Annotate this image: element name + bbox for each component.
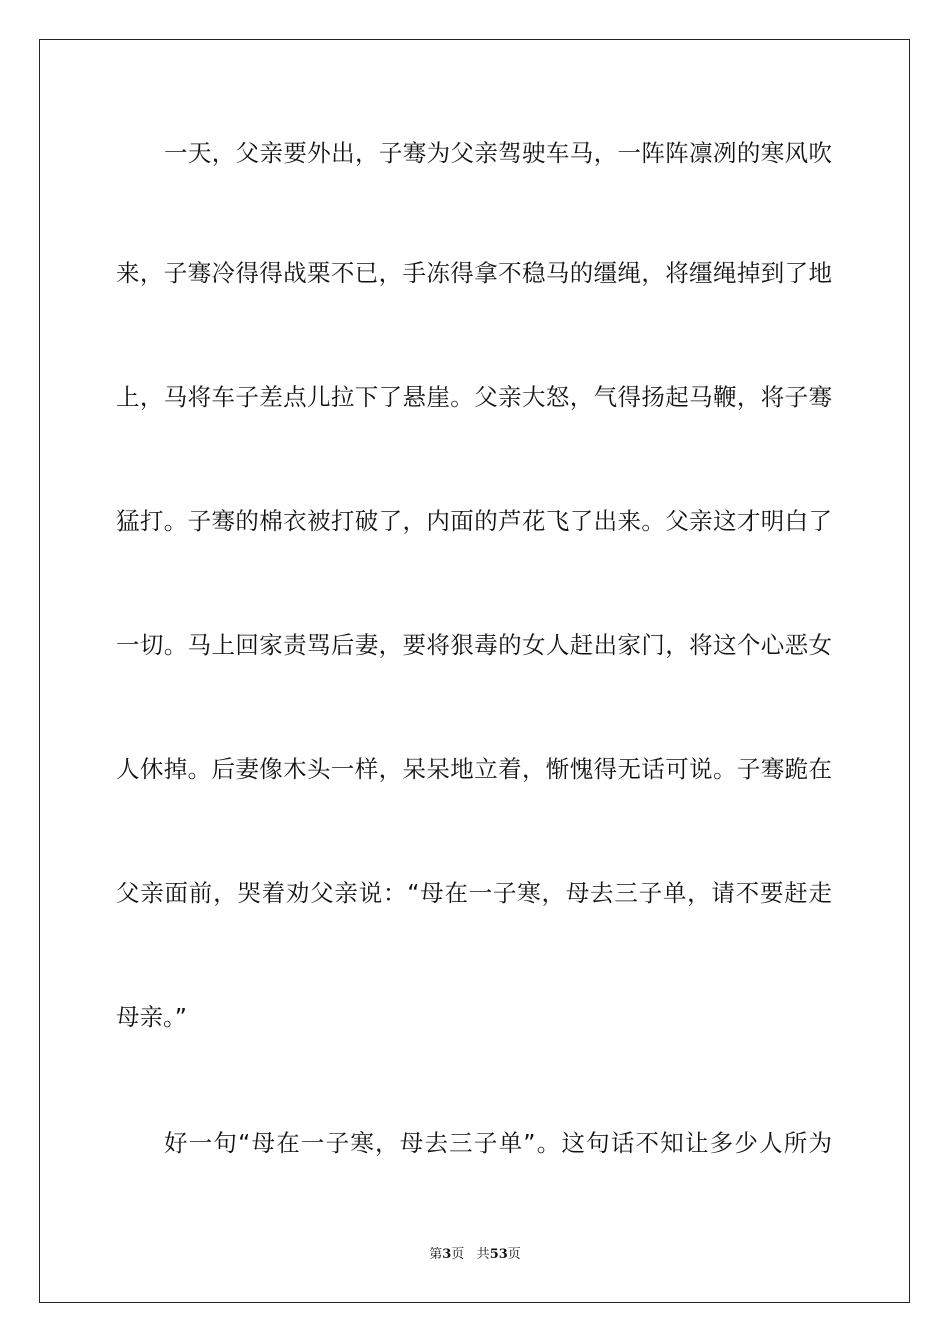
footer-page-prefix: 第 <box>429 1247 443 1262</box>
paragraph-1-line-7: 父亲面前，哭着劝父亲说：“母在一子寒，母去三子单，请不要赶走 <box>116 879 832 907</box>
paragraph-1-line-3: 上，马将车子差点儿拉下了悬崖。父亲大怒，气得扬起马鞭，将子骞 <box>116 383 832 411</box>
page-border <box>39 39 910 1303</box>
paragraph-1-line-8: 母亲。” <box>116 1003 187 1031</box>
paragraph-1-line-1: 一天，父亲要外出，子骞为父亲驾驶车马，一阵阵凛冽的寒风吹 <box>164 139 832 167</box>
paragraph-2-line-1: 好一句“母在一子寒，母去三子单”。这句话不知让多少人所为 <box>164 1129 832 1157</box>
footer-total-prefix: 共 <box>476 1247 490 1262</box>
page-footer <box>0 1246 950 1264</box>
paragraph-1-line-5: 一切。马上回家责骂后妻，要将狠毒的女人赶出家门，将这个心恶女 <box>116 631 832 659</box>
paragraph-1-line-4: 猛打。子骞的棉衣被打破了，内面的芦花飞了出来。父亲这才明白了 <box>116 507 832 535</box>
paragraph-1-line-2: 来，子骞冷得得战栗不已，手冻得拿不稳马的缰绳，将缰绳掉到了地 <box>116 259 832 287</box>
footer-page-number: 3 <box>442 1247 452 1262</box>
footer-total-pages: 53 <box>489 1247 508 1262</box>
footer-page-suffix: 页 <box>451 1247 465 1262</box>
paragraph-1-line-6: 人休掉。后妻像木头一样，呆呆地立着，惭愧得无话可说。子骞跪在 <box>116 755 832 783</box>
footer-total-suffix: 页 <box>507 1247 521 1262</box>
